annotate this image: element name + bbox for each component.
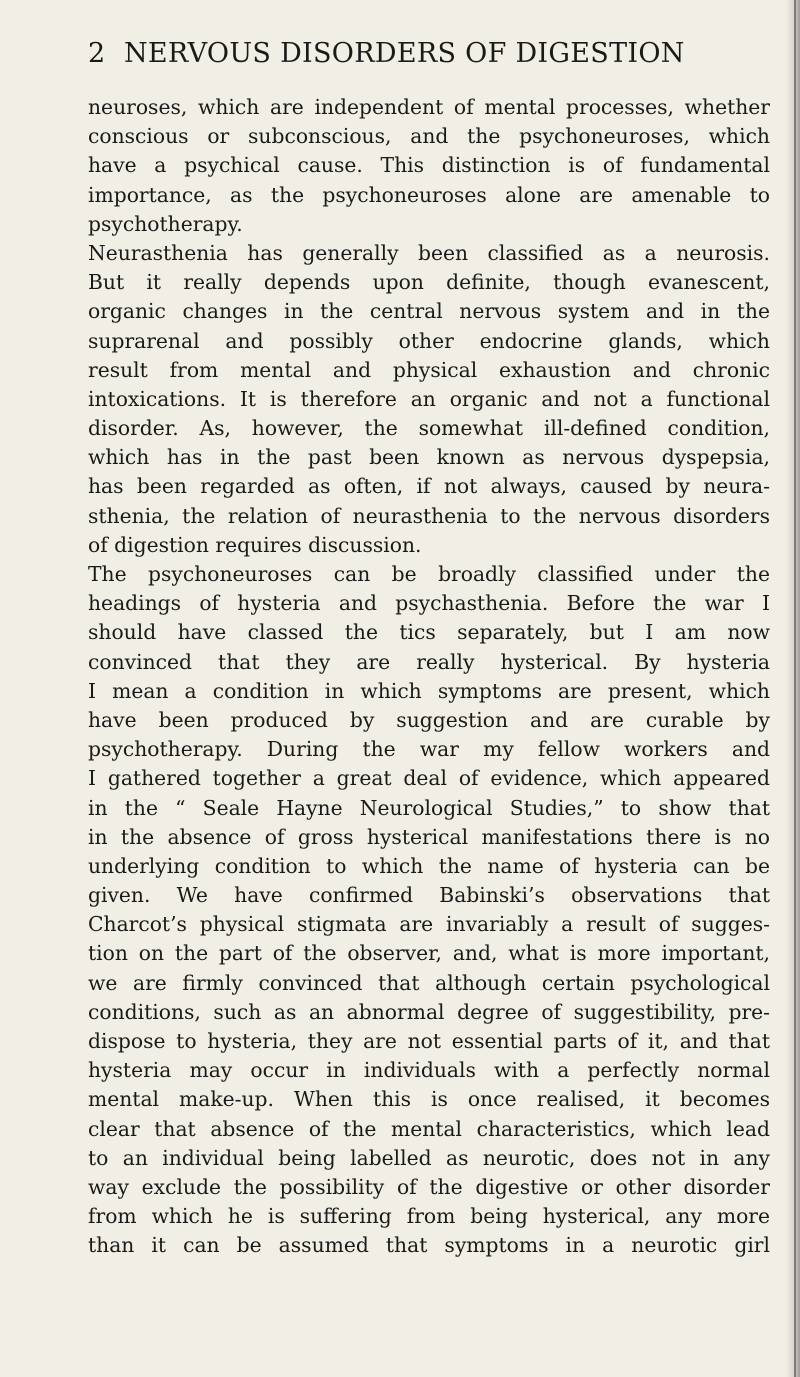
text-line: hysteria may occur in individuals with a perfectly normal	[88, 1058, 770, 1083]
body-text	[88, 93, 770, 1261]
text-line: mental make-up. When this is once realised, it becomes	[88, 1087, 770, 1112]
running-head	[88, 38, 768, 69]
text-line: convinced that they are really hysterical. By hysteria	[88, 649, 770, 674]
text-line: The psychoneuroses can be broadly classified under the	[88, 562, 770, 586]
page-gutter-edge	[794, 0, 796, 1377]
text-line: psychotherapy. During the war my fellow workers and	[88, 737, 770, 762]
text-line: result from mental and physical exhaustion and chronic	[88, 357, 770, 382]
text-line: to an individual being labelled as neurotic, does not in any	[88, 1145, 770, 1170]
text-line: in the absence of gross hysterical manifestations there is no	[88, 824, 770, 849]
page-number: 2	[88, 38, 106, 69]
text-line: have a psychical cause. This distinction is of fundamental	[88, 153, 770, 178]
text-line: given. We have confirmed Babinski’s observations that	[88, 883, 770, 908]
text-line: suprarenal and possibly other endocrine glands, which	[88, 328, 770, 353]
text-line: I gathered together a great deal of evidence, which appeared	[88, 766, 770, 791]
text-line: clear that absence of the mental characteristics, which lead	[88, 1116, 770, 1141]
text-line: headings of hysteria and psychasthenia. Before the war I	[88, 591, 770, 616]
text-line: should have classed the tics separately, but I am now	[88, 620, 770, 645]
text-line: intoxications. It is therefore an organic and not a functional	[88, 386, 770, 411]
text-line: conscious or subconscious, and the psychoneuroses, which	[88, 124, 770, 149]
text-line: dispose to hysteria, they are not essential parts of it, and that	[88, 1029, 770, 1053]
text-line: I mean a condition in which symptoms are present, which	[88, 678, 770, 703]
text-line: Neurasthenia has generally been classified as a neurosis.	[88, 240, 770, 265]
text-line: conditions, such as an abnormal degree of suggestibility, pre-	[88, 999, 770, 1024]
text-line: which has in the past been known as nervous dyspepsia,	[88, 445, 770, 470]
chapter-title: NERVOUS DISORDERS OF DIGESTION	[124, 38, 685, 69]
text-line: in the “ Seale Hayne Neurological Studies,” to show that	[88, 795, 770, 820]
text-line: underlying condition to which the name of hysteria can be	[88, 853, 770, 878]
text-line: has been regarded as often, if not always, caused by neura-	[88, 474, 770, 499]
text-line: But it really depends upon definite, though evanescent,	[88, 270, 770, 295]
text-line: of digestion requires discussion.	[88, 532, 422, 557]
text-line: than it can be assumed that symptoms in a neurotic girl	[88, 1233, 770, 1258]
text-line: neuroses, which are independent of mental processes, whether	[88, 95, 770, 119]
text-line: psychotherapy.	[88, 211, 243, 236]
text-line: tion on the part of the observer, and, what is more important,	[88, 941, 770, 966]
text-line: importance, as the psychoneuroses alone are amenable to	[88, 182, 770, 207]
text-line: disorder. As, however, the somewhat ill-defined condition,	[88, 416, 770, 441]
text-line: have been produced by suggestion and are curable by	[88, 707, 770, 732]
text-line: from which he is suffering from being hysterical, any more	[88, 1204, 770, 1229]
text-line: Charcot’s physical stigmata are invariably a result of sugges-	[88, 912, 770, 937]
page-gutter-shadow	[786, 0, 800, 1377]
text-line: sthenia, the relation of neurasthenia to the nervous disorders	[88, 503, 770, 528]
text-line: organic changes in the central nervous system and in the	[88, 299, 770, 324]
text-line: way exclude the possibility of the digestive or other disorder	[88, 1174, 770, 1199]
text-line: we are firmly convinced that although certain psychological	[88, 970, 770, 995]
